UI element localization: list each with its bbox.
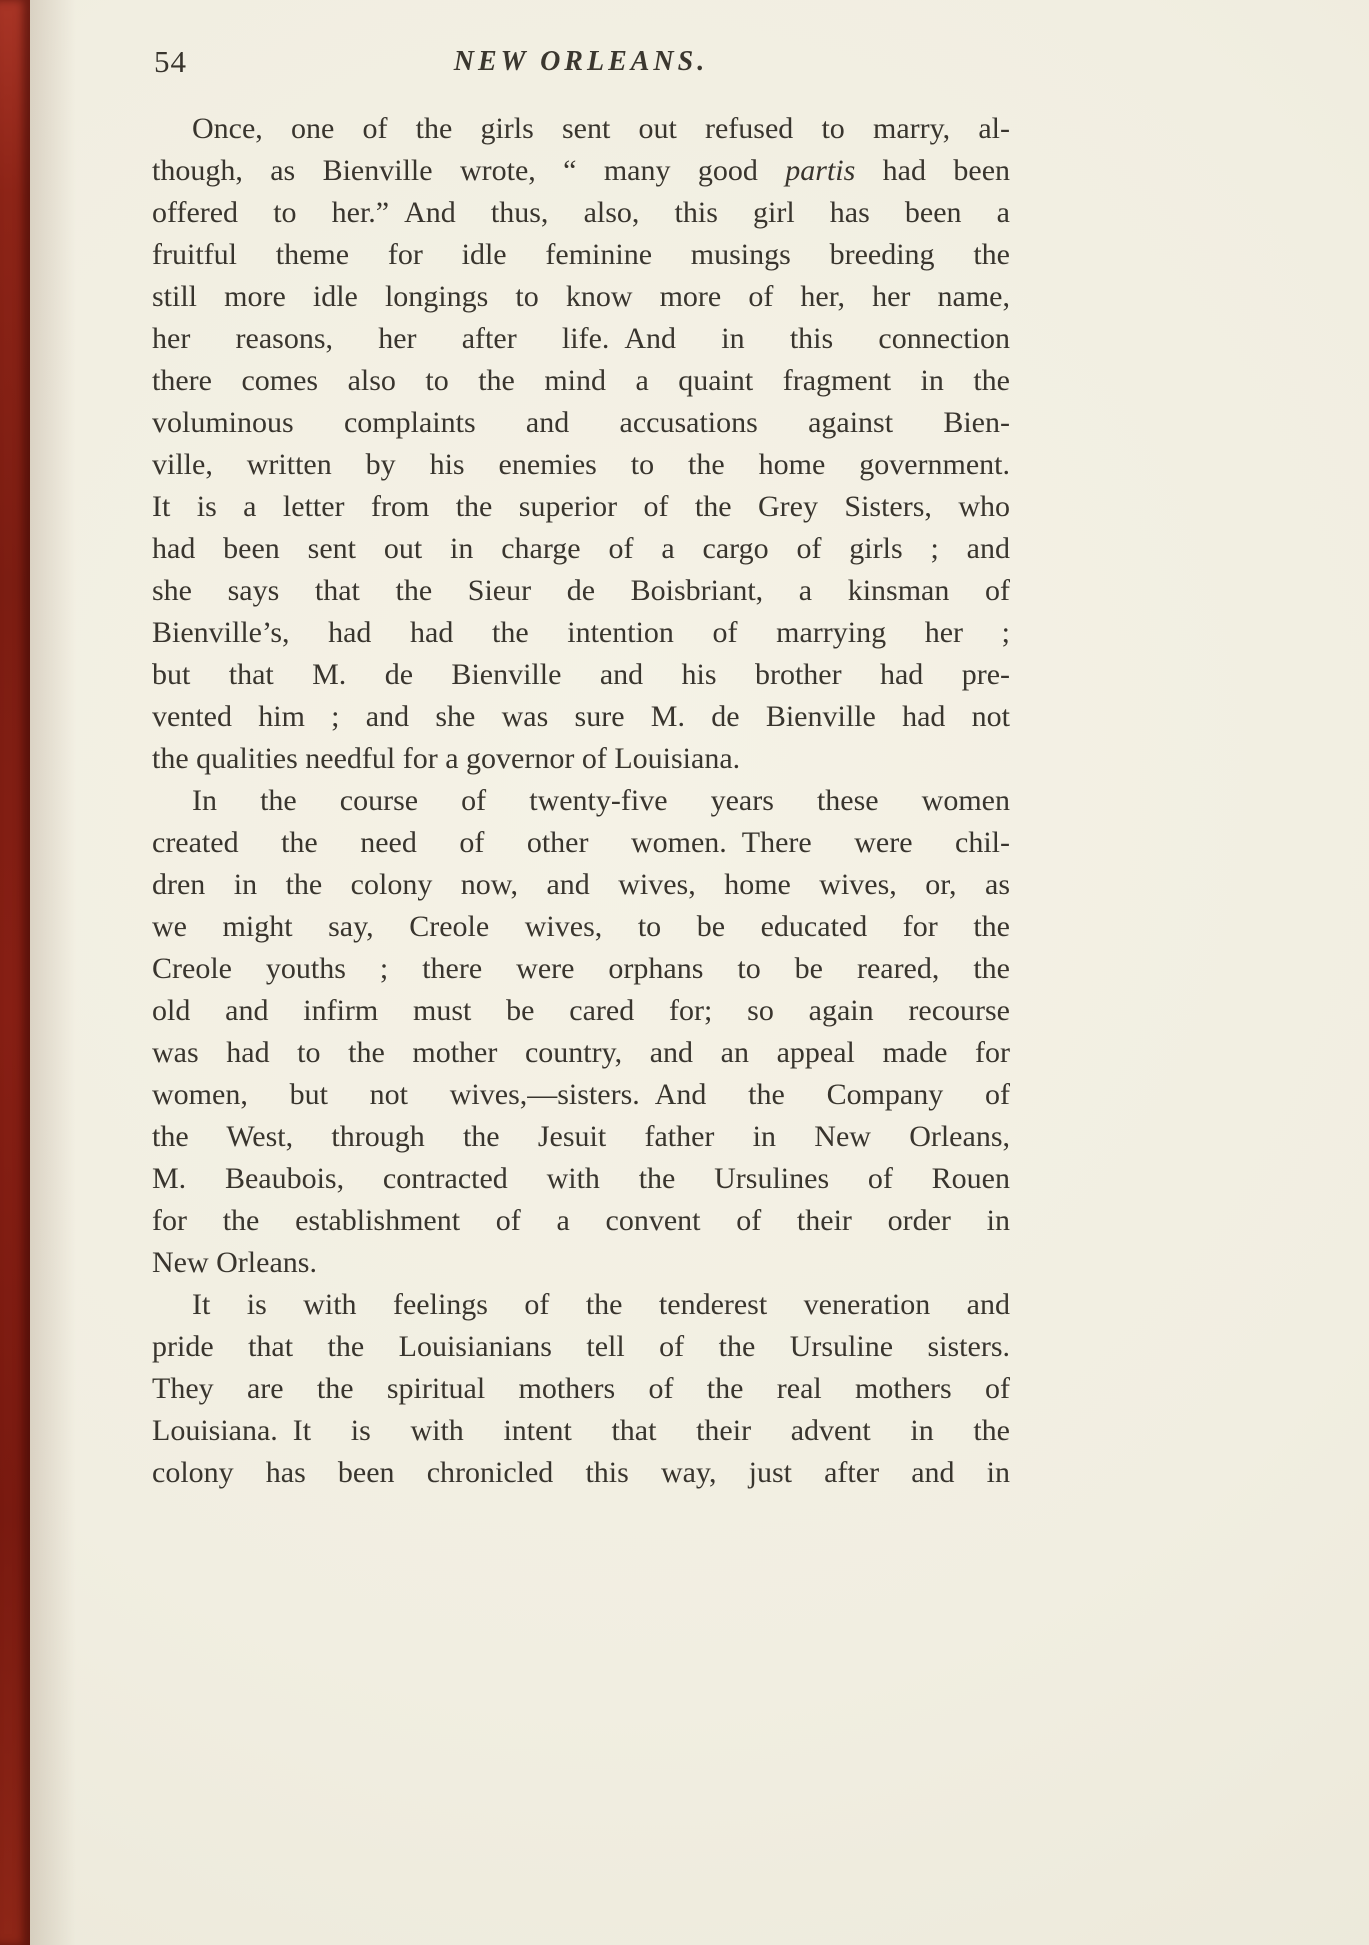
text-line	[152, 990, 1010, 1032]
text-line	[152, 486, 1010, 528]
text-segment: fruitful theme for idle feminine musings breeding the	[152, 238, 1010, 271]
text-segment: dren in the colony now, and wives, home wives, or, as	[152, 868, 1010, 901]
text-segment: New Orleans.	[152, 1246, 317, 1279]
text-line	[152, 1116, 1010, 1158]
text-line	[152, 864, 1010, 906]
text-segment: women, but not wives,—sisters. And the Company of	[152, 1078, 1010, 1111]
text-segment: Once, one of the girls sent out refused to marry, al-	[192, 112, 1010, 145]
text-segment: we might say, Creole wives, to be educated for the	[152, 910, 1010, 943]
text-line	[152, 948, 1010, 990]
text-segment: ville, written by his enemies to the home government.	[152, 448, 1010, 481]
text-segment: the West, through the Jesuit father in New Orleans,	[152, 1120, 1010, 1153]
text-segment: but that M. de Bienville and his brother had pre-	[152, 658, 1010, 691]
text-line	[152, 1242, 1010, 1284]
text-segment: her reasons, her after life. And in this connection	[152, 322, 1010, 355]
text-line	[152, 1410, 1010, 1452]
page-content	[152, 42, 1010, 1494]
text-line	[152, 360, 1010, 402]
running-head: NEW ORLEANS.	[453, 46, 709, 77]
paragraph	[152, 780, 1010, 1284]
text-line	[152, 570, 1010, 612]
text-segment: Creole youths ; there were orphans to be reared, the	[152, 952, 1010, 985]
text-segment: the qualities needful for a governor of Louisiana.	[152, 742, 741, 775]
text-line	[152, 696, 1010, 738]
text-line	[152, 780, 1010, 822]
text-line	[152, 1200, 1010, 1242]
gutter-shadow	[30, 0, 76, 1945]
text-segment: had been sent out in charge of a cargo of girls ; and	[152, 532, 1010, 565]
page-number: 54	[154, 44, 187, 79]
text-line	[152, 1074, 1010, 1116]
text-line	[152, 738, 1010, 780]
text-line	[152, 192, 1010, 234]
text-segment: Louisiana. It is with intent that their advent in the	[152, 1414, 1010, 1447]
text-line	[152, 276, 1010, 318]
text-line	[152, 1452, 1010, 1494]
text-segment: vented him ; and she was sure M. de Bienville had not	[152, 700, 1010, 733]
text-line	[152, 150, 1010, 192]
text-segment: created the need of other women. There were chil-	[152, 826, 1010, 859]
text-line	[152, 402, 1010, 444]
text-line	[152, 1326, 1010, 1368]
text-line	[152, 1158, 1010, 1200]
text-segment: there comes also to the mind a quaint fragment in the	[152, 364, 1010, 397]
text-line	[152, 654, 1010, 696]
text-segment: voluminous complaints and accusations against Bien-	[152, 406, 1010, 439]
text-segment: she says that the Sieur de Boisbriant, a kinsman of	[152, 574, 1010, 607]
text-column	[152, 108, 1010, 1494]
text-line	[152, 108, 1010, 150]
text-segment: pride that the Louisianians tell of the Ursuline sisters.	[152, 1330, 1010, 1363]
text-segment: had been	[855, 154, 1011, 187]
text-line	[152, 822, 1010, 864]
page-header	[152, 42, 1010, 84]
paragraph	[152, 108, 1010, 780]
text-segment: In the course of twenty-five years these women	[192, 784, 1010, 817]
paragraph	[152, 1284, 1010, 1494]
text-segment: still more idle longings to know more of her, her name,	[152, 280, 1010, 313]
text-segment: old and infirm must be cared for; so again recourse	[152, 994, 1010, 1027]
text-line	[152, 1368, 1010, 1410]
text-line	[152, 528, 1010, 570]
binding-strip	[0, 0, 30, 1945]
text-segment: It is a letter from the superior of the Grey Sisters, who	[152, 490, 1010, 523]
text-segment: colony has been chronicled this way, just after and in	[152, 1456, 1010, 1489]
text-segment: for the establishment of a convent of their order in	[152, 1204, 1010, 1237]
text-line	[152, 444, 1010, 486]
italic-text: partis	[785, 154, 856, 187]
text-line	[152, 612, 1010, 654]
text-line	[152, 906, 1010, 948]
text-line	[152, 318, 1010, 360]
text-segment: was had to the mother country, and an appeal made for	[152, 1036, 1010, 1069]
text-segment: though, as Bienville wrote, “ many good	[152, 154, 786, 187]
text-segment: They are the spiritual mothers of the real mothers of	[152, 1372, 1010, 1405]
text-line	[152, 234, 1010, 276]
text-line	[152, 1284, 1010, 1326]
text-segment: Bienville’s, had had the intention of marrying her ;	[152, 616, 1010, 649]
text-segment: offered to her.” And thus, also, this girl has been a	[152, 196, 1010, 229]
text-line	[152, 1032, 1010, 1074]
text-segment: It is with feelings of the tenderest veneration and	[192, 1288, 1010, 1321]
text-segment: M. Beaubois, contracted with the Ursulines of Rouen	[152, 1162, 1010, 1195]
